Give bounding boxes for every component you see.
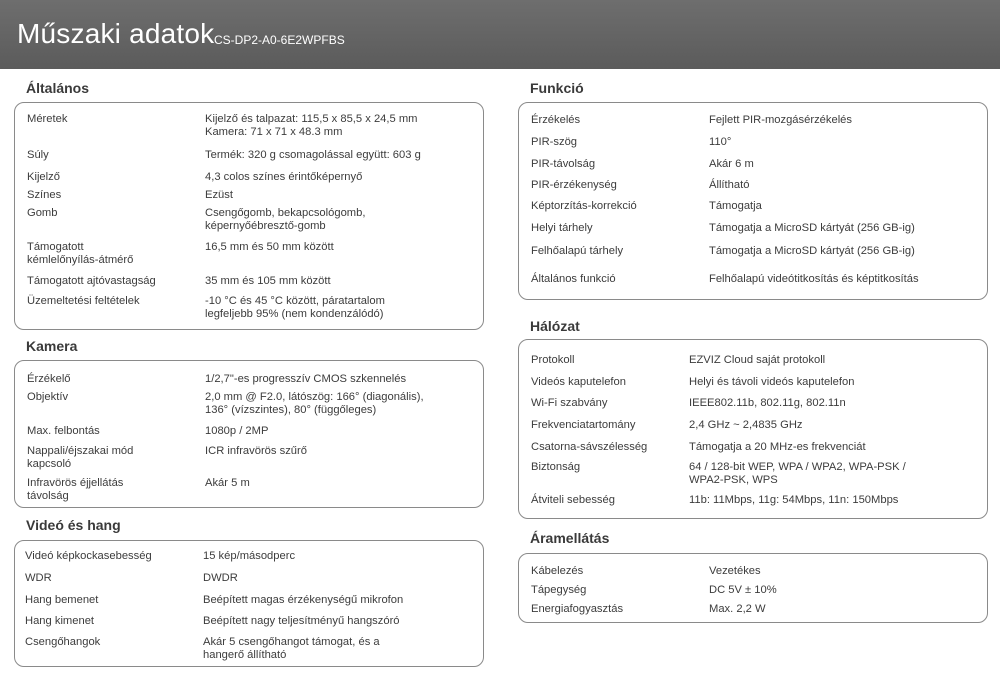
spec-label: Érzékelés [531, 114, 581, 126]
spec-value: DC 5V ± 10% [709, 584, 777, 596]
spec-value: 16,5 mm és 50 mm között [205, 241, 334, 253]
spec-value: Akár 6 m [709, 158, 754, 170]
spec-label: Érzékelő [27, 373, 71, 385]
spec-label: Hang bemenet [25, 594, 99, 606]
spec-value: Max. 2,2 W [709, 603, 766, 615]
spec-value: Beépített magas érzékenységű mikrofon [203, 594, 404, 606]
section-box-kamera [14, 360, 484, 508]
model-number: CS-DP2-A0-6E2WPFBS [214, 33, 345, 47]
spec-label: Videó képkockasebesség [25, 550, 152, 562]
section-box-funkcio [518, 102, 988, 300]
spec-label: Támogatott ajtóvastagság [27, 275, 156, 287]
spec-value: Vezetékes [709, 565, 761, 577]
spec-label: Max. felbontás [27, 425, 100, 437]
spec-value: Fejlett PIR-mozgásérzékelés [709, 114, 853, 126]
section-title-halozat: Hálózat [530, 318, 580, 334]
spec-label: Csatorna-sávszélesség [531, 441, 648, 453]
spec-value: Támogatja a MicroSD kártyát (256 GB-ig) [709, 245, 915, 257]
spec-value: DWDR [203, 572, 238, 584]
spec-label: Átviteli sebesség [531, 494, 615, 506]
section-box-aram [518, 553, 988, 623]
spec-label: Csengőhangok [25, 636, 101, 648]
spec-value: Akár 5 csengőhangot támogat, és a hangerő állítható [203, 636, 380, 661]
spec-label: WDR [25, 572, 52, 584]
section-box-halozat [518, 339, 988, 519]
spec-label: PIR-távolság [531, 158, 596, 170]
spec-value: Kijelző és talpazat: 115,5 x 85,5 x 24,5 mm Kamera: 71 x 71 x 48.3 mm [205, 113, 418, 138]
spec-label: Hang kimenet [25, 615, 95, 627]
spec-label: Súly [27, 149, 49, 161]
spec-label: Objektív [27, 391, 69, 403]
spec-value: Akár 5 m [205, 477, 250, 489]
spec-value: Termék: 320 g csomagolással együtt: 603 g [205, 149, 421, 161]
spec-value: Támogatja a MicroSD kártyát (256 GB-ig) [709, 222, 915, 234]
section-title-video: Videó és hang [26, 517, 121, 533]
spec-label: Tápegység [531, 584, 587, 596]
section-box-video [14, 540, 484, 667]
spec-value: ICR infravörös szűrő [205, 445, 307, 457]
spec-label: Támogatott kémlelőnyílás-átmérő [27, 241, 134, 266]
spec-label: Protokoll [531, 354, 575, 366]
spec-value: -10 °C és 45 °C között, páratartalom legfeljebb 95% (nem kondenzálódó) [205, 295, 385, 320]
spec-label: Méretek [27, 113, 68, 125]
spec-label: Wi-Fi szabvány [531, 397, 608, 409]
spec-value: Helyi és távoli videós kaputelefon [689, 376, 855, 388]
section-title-aram: Áramellátás [530, 530, 610, 546]
spec-label: Kijelző [27, 171, 60, 183]
spec-label: Energiafogyasztás [531, 603, 624, 615]
spec-value: IEEE802.11b, 802.11g, 802.11n [689, 397, 846, 409]
spec-value: Beépített nagy teljesítményű hangszóró [203, 615, 400, 627]
spec-value: 110° [709, 136, 732, 148]
spec-value: Csengőgomb, bekapcsológomb, képernyőébresztő-gomb [205, 207, 366, 232]
spec-label: Képtorzítás-korrekció [531, 200, 637, 212]
spec-label: Biztonság [531, 461, 581, 473]
spec-value: 64 / 128-bit WEP, WPA / WPA2, WPA-PSK / WPA2-PSK, WPS [689, 461, 906, 486]
spec-value: Támogatja [709, 200, 762, 212]
spec-value: 1080p / 2MP [205, 425, 269, 437]
section-box-altalanos [14, 102, 484, 330]
spec-label: Üzemeltetési feltételek [27, 295, 140, 307]
spec-value: 35 mm és 105 mm között [205, 275, 331, 287]
page-title: Műszaki adatok [17, 18, 215, 49]
spec-value: 2,4 GHz ~ 2,4835 GHz [689, 419, 803, 431]
spec-label: PIR-érzékenység [531, 179, 617, 191]
spec-value: 11b: 11Mbps, 11g: 54Mbps, 11n: 150Mbps [689, 494, 899, 506]
spec-label: Frekvenciatartomány [531, 419, 636, 431]
spec-value: 15 kép/másodperc [203, 550, 296, 562]
spec-label: Színes [27, 189, 62, 201]
spec-value: Támogatja a 20 MHz-es frekvenciát [689, 441, 866, 453]
spec-label: Általános funkció [531, 273, 616, 285]
spec-label: Felhőalapú tárhely [531, 245, 624, 257]
spec-label: Infravörös éjjellátás távolság [27, 477, 124, 502]
header-banner [0, 0, 1000, 69]
spec-label: Helyi tárhely [531, 222, 593, 234]
spec-label: Gomb [27, 207, 58, 219]
spec-value: Felhőalapú videótitkosítás és képtitkosítás [709, 273, 919, 285]
spec-value: 4,3 colos színes érintőképernyő [205, 171, 363, 183]
spec-value: 1/2,7"-es progresszív CMOS szkennelés [205, 373, 407, 385]
section-title-kamera: Kamera [26, 338, 78, 354]
spec-label: Videós kaputelefon [531, 376, 626, 388]
spec-value: EZVIZ Cloud saját protokoll [689, 354, 826, 366]
spec-label: PIR-szög [531, 136, 578, 148]
spec-label: Kábelezés [531, 565, 584, 577]
spec-value: 2,0 mm @ F2.0, látószög: 166° (diagonális), 136° (vízszintes), 80° (függőleges) [205, 391, 424, 416]
spec-value: Állítható [709, 179, 750, 191]
spec-label: Nappali/éjszakai mód kapcsoló [27, 445, 134, 470]
spec-value: Ezüst [205, 189, 233, 201]
section-title-funkcio: Funkció [530, 80, 584, 96]
section-title-altalanos: Általános [26, 80, 90, 96]
